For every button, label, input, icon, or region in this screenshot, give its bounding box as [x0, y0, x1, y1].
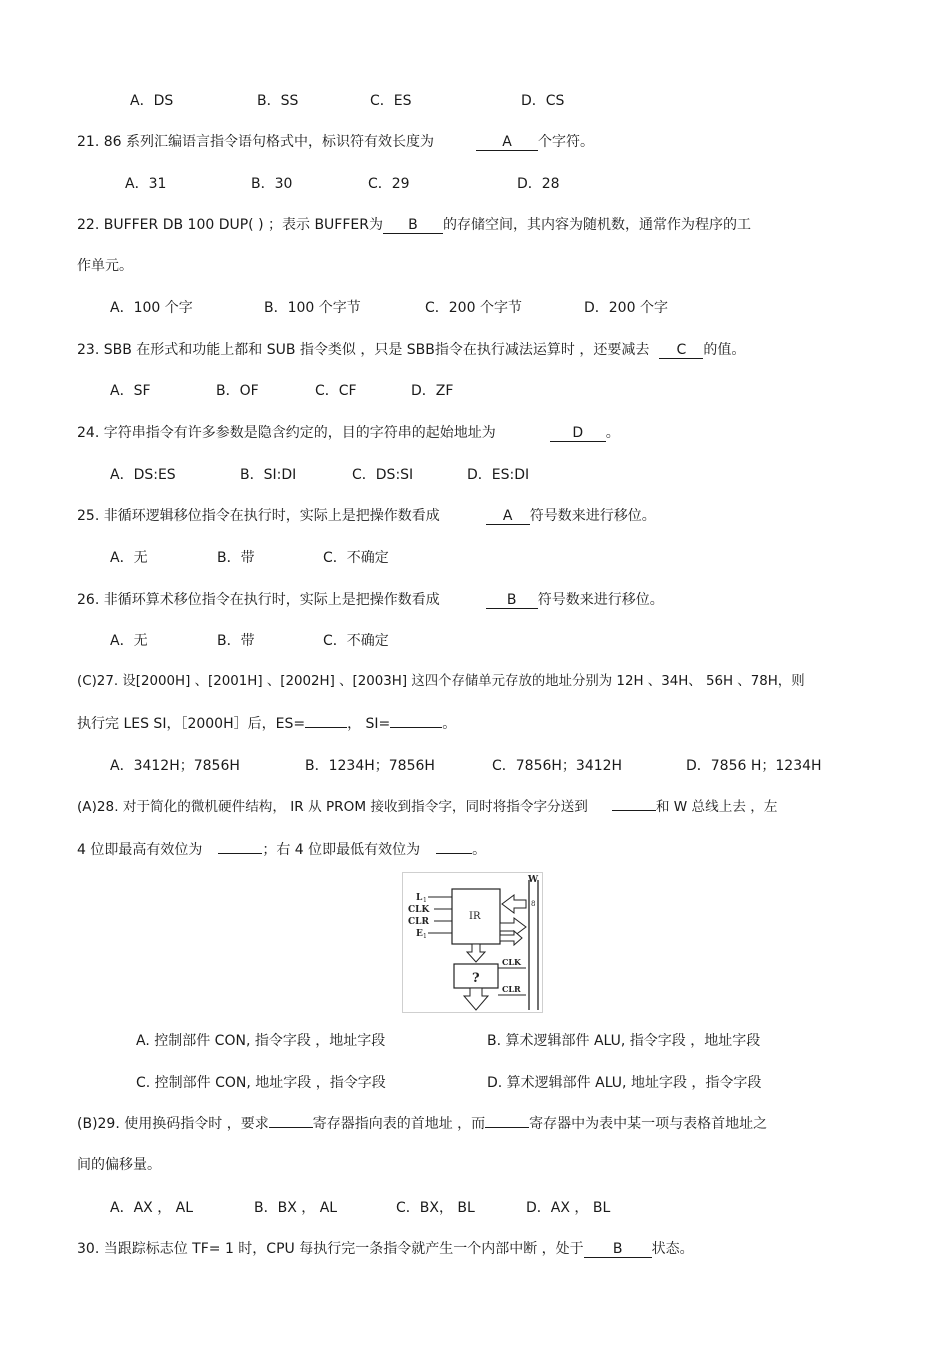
- question-29: (B)29. 使用换码指令时 ，要求 寄存器指向表的首地址 ，而 寄存器中为表中某一项与表格首地址之: [77, 1116, 768, 1132]
- box2-input-clr: CLR: [502, 984, 521, 994]
- option-d: D．200 个字: [584, 300, 668, 316]
- option-a: A．DS: [130, 93, 174, 109]
- answer-blank: B: [486, 592, 538, 609]
- ir-label: IR: [469, 911, 481, 922]
- question-30: [77, 1239, 694, 1259]
- hardware-diagram: [402, 872, 548, 1014]
- question-27-line2: 执行完 LES SI，［2000H］后，ES= ， SI= 。: [77, 716, 457, 732]
- option-b: B．SS: [257, 93, 299, 109]
- question-22-line2: 作单元。: [77, 258, 133, 274]
- question-text: 30. 当跟踪标志位 TF= 1 时，CPU 每执行完一条指令就产生一个内部中断 ，处于: [77, 1241, 584, 1257]
- question-28: (A)28. 对于简化的微机硬件结构， IR 从 PROM 接收到指令字，同时将指令字分送到 和 W 总线上去 ，左: [77, 799, 778, 815]
- option-c: C．DS:SI: [352, 467, 414, 483]
- question-text-end: 个字符。: [537, 134, 594, 150]
- option-d: D．CS: [521, 93, 565, 109]
- option-c: C．不确定: [323, 633, 389, 649]
- answer-blank-1: [269, 1127, 313, 1128]
- option-d: D．ZF: [411, 383, 454, 399]
- question-text-end: 。: [605, 425, 620, 441]
- box2-input-clk: CLK: [502, 957, 521, 967]
- option-a: A．无: [110, 550, 148, 566]
- question-text: 23. SBB 在形式和功能上都和 SUB 指令类似 ，只是 SBB指令在执行减法运算时 ，还要减去: [77, 342, 650, 358]
- answer-blank: A: [476, 134, 538, 151]
- answer-blank-2: [485, 1127, 529, 1128]
- answer-blank: B: [383, 217, 443, 234]
- option-b: B．SI:DI: [240, 467, 297, 483]
- question-26: [77, 590, 664, 610]
- option-c: C．29: [368, 176, 410, 192]
- option-b: B. 算术逻辑部件 ALU, 指令字段 ，地址字段: [487, 1033, 761, 1049]
- answer-blank-si: [390, 727, 442, 728]
- question-24: [77, 423, 620, 443]
- option-d: D. 算术逻辑部件 ALU, 地址字段 ，指令字段: [487, 1075, 762, 1091]
- answer-blank: A: [486, 508, 530, 525]
- option-c: C．BX， BL: [396, 1200, 475, 1216]
- answer-blank-es: [305, 727, 347, 728]
- option-c: C．不确定: [323, 550, 389, 566]
- option-b: B．100 个字节: [264, 300, 361, 316]
- question-text: 22. BUFFER DB 100 DUP( ) ；表示 BUFFER为: [77, 217, 383, 233]
- answer-blank-3: [436, 853, 472, 854]
- option-d: D．ES:DI: [467, 467, 530, 483]
- bus-width-label: 8: [531, 900, 536, 908]
- answer-blank: C: [659, 342, 703, 359]
- question-text-end: 符号数来进行移位。: [537, 592, 664, 608]
- option-a: A．DS:ES: [110, 467, 176, 483]
- svg-text:1: 1: [423, 897, 427, 904]
- option-b: B．OF: [216, 383, 259, 399]
- option-c: C．ES: [370, 93, 412, 109]
- input-l: L: [416, 893, 423, 903]
- option-c: C. 控制部件 CON, 地址字段 ，指令字段: [136, 1075, 386, 1091]
- input-clk: CLK: [408, 905, 430, 915]
- question-25: [77, 506, 656, 526]
- question-text: 24. 字符串指令有许多参数是隐含约定的，目的字符串的起始地址为: [77, 425, 496, 441]
- answer-blank-2: [218, 853, 262, 854]
- question-text-end: 符号数来进行移位。: [529, 508, 656, 524]
- answer-blank: B: [584, 1241, 652, 1258]
- option-a: A．31: [125, 176, 167, 192]
- option-d: D．AX ， BL: [526, 1200, 611, 1216]
- question-text: 26. 非循环算术移位指令在执行时，实际上是把操作数看成: [77, 592, 440, 608]
- option-a: A．AX ， AL: [110, 1200, 194, 1216]
- option-b: B．带: [217, 633, 255, 649]
- option-c: C．200 个字节: [425, 300, 522, 316]
- option-c: C．CF: [315, 383, 357, 399]
- question-22: [77, 215, 751, 235]
- question-21: [77, 132, 594, 152]
- question-23: [77, 340, 745, 360]
- question-text: 25. 非循环逻辑移位指令在执行时，实际上是把操作数看成: [77, 508, 440, 524]
- option-a: A．无: [110, 633, 148, 649]
- box2-label: ?: [472, 971, 480, 986]
- option-b: B．带: [217, 550, 255, 566]
- option-b: B．30: [251, 176, 293, 192]
- svg-text:1: 1: [423, 933, 427, 940]
- question-text: 21. 86 系列汇编语言指令语句格式中，标识符有效长度为: [77, 134, 434, 150]
- question-29-line2: 间的偏移量。: [77, 1157, 161, 1173]
- question-text-end: 状态。: [651, 1241, 694, 1257]
- input-clr: CLR: [408, 917, 429, 927]
- input-e: E: [416, 929, 423, 939]
- answer-blank-1: [612, 810, 656, 811]
- option-d: D．28: [517, 176, 560, 192]
- option-a: A．100 个字: [110, 300, 193, 316]
- option-a: A．3412H；7856H: [110, 758, 240, 774]
- answer-blank: D: [550, 425, 606, 442]
- question-27: (C)27. 设[2000H] 、[2001H] 、[2002H] 、[2003H] 这四个存储单元存放的地址分别为 12H 、34H、 56H 、78H，则: [77, 674, 805, 689]
- question-28-line2: 4 位即最高有效位为 ；右 4 位即最低有效位为 。: [77, 842, 487, 858]
- option-b: B．1234H；7856H: [305, 758, 435, 774]
- question-text-end: 的值。: [703, 342, 746, 358]
- bus-label: W: [528, 875, 539, 885]
- option-c: C．7856H；3412H: [492, 758, 623, 774]
- option-a: A．SF: [110, 383, 151, 399]
- option-d: D．7856 H；1234H: [686, 758, 822, 774]
- option-b: B．BX ， AL: [254, 1200, 338, 1216]
- option-a: A. 控制部件 CON, 指令字段 ，地址字段: [136, 1033, 386, 1049]
- question-text-end: 的存储空间，其内容为随机数，通常作为程序的工: [442, 217, 751, 233]
